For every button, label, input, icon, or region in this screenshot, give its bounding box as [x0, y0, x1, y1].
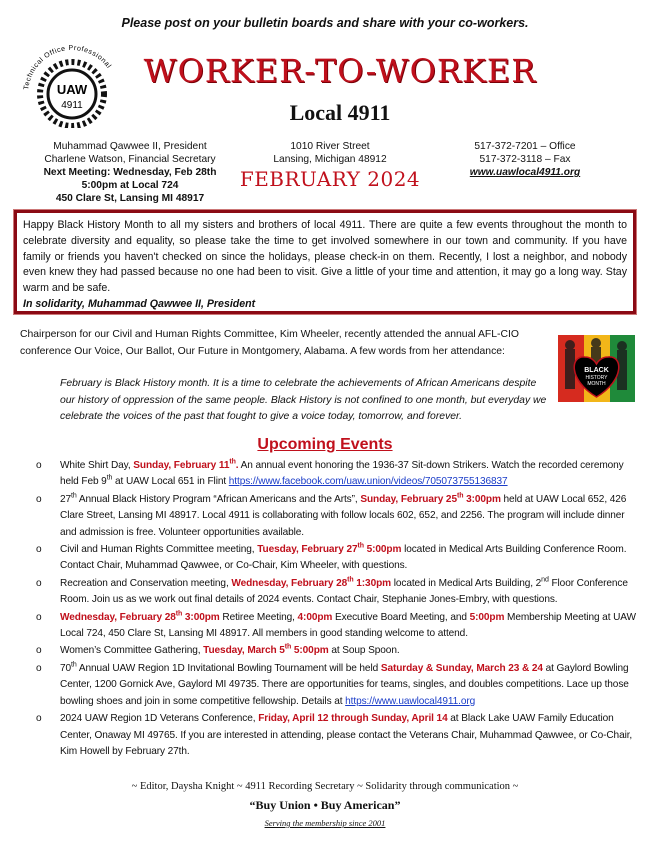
event-text: Membership Meeting at UAW Local 724, 450 Clare St, Lansing MI 48917. All members in good standing welcome to attend. — [60, 611, 636, 640]
black-history-month-image — [558, 335, 635, 402]
event-text: 70 — [60, 662, 72, 674]
event-date: 5:00pm — [469, 611, 505, 623]
event-text: 27 — [60, 493, 72, 505]
event-text: located in Medical Arts Building, 2 — [391, 577, 542, 589]
officers-block — [20, 140, 240, 205]
next-meeting: Next Meeting: Wednesday, Feb 28th — [43, 167, 217, 178]
event-date: th — [229, 458, 236, 466]
intro-paragraph: Chairperson for our Civil and Human Rights Committee, Kim Wheeler, recently attended the annual AFL-CIO conference Our Voice, Our Ballot, Our Future in Montgomery, Alabama. A few words from her attendance: — [20, 329, 519, 357]
serving-since: Serving the membership since 2001 — [264, 818, 386, 828]
logo-uaw: UAW — [56, 82, 88, 97]
event-text: th — [71, 661, 77, 669]
bullet-icon: o — [36, 713, 42, 725]
event-date: Wednesday, February 28 — [60, 611, 176, 623]
bullet-icon: o — [36, 460, 42, 471]
event-text: Women’s Committee Gathering, — [60, 645, 204, 657]
event-date: th — [456, 492, 464, 500]
event-date: th — [357, 542, 364, 550]
message-body: Happy Black History Month to all my sisters and brothers of local 4911. There are quite a few events throughout the month to celebrate diversity and equality, so please take the time to get involved somewhere in our town and community. If you have family or friends you haven't checked on since the holidays, please check-in on them. Recently, I lost a neighbor, and nobody even knew they had passed because no one had been to visit. Give a little of your time and attention, it may go a long way. Stay warm and be safe. — [23, 219, 627, 295]
office-phone: 517-372-7201 – Office — [474, 141, 576, 152]
event-text: at UAW Local 651 in Flint — [112, 476, 229, 488]
president-message — [14, 210, 636, 314]
bullet-icon: o — [36, 544, 42, 556]
event-item — [36, 542, 636, 575]
address-block — [250, 140, 410, 166]
president: Muhammad Qawwee II, President — [53, 141, 207, 152]
event-date: 5:00pm — [363, 544, 402, 556]
editor-line: ~ Editor, Daysha Knight ~ 4911 Recording Secretary ~ Solidarity through communication ~ — [131, 781, 519, 792]
bullet-icon: o — [36, 611, 42, 623]
event-text: 2024 UAW Region 1D Veterans Conference, — [60, 713, 259, 725]
event-date: 3:00pm — [463, 493, 501, 505]
event-date: 3:00pm — [182, 611, 220, 623]
event-date: Saturday & Sunday, March 23 & 24 — [380, 662, 543, 674]
meeting-time: 5:00pm at Local 724 — [81, 180, 179, 191]
event-text: nd — [541, 576, 549, 584]
event-text: th — [71, 492, 77, 500]
event-text: Civil and Human Rights Committee meeting, — [60, 544, 258, 556]
message-signature: In solidarity, Muhammad Qawwee II, President — [23, 297, 256, 310]
event-item — [36, 711, 636, 760]
event-text: Floor Conference Room. Join us as we work out final details of 2024 events. Contact Chair, Stephanie Jones-Embry, with questions. — [60, 577, 628, 606]
tagline: Please post on your bulletin boards and share with your co-workers. — [121, 16, 529, 30]
event-item — [36, 610, 636, 643]
website-link[interactable]: www.uawlocal4911.org — [469, 167, 581, 178]
svg-text:MONTH: MONTH — [587, 381, 606, 387]
event-date: 5:00pm — [291, 645, 329, 657]
meeting-address: 450 Clare St, Lansing MI 48917 — [55, 193, 205, 204]
city: Lansing, Michigan 48912 — [273, 154, 387, 165]
event-date: Sunday, February 11 — [133, 460, 230, 471]
event-link[interactable]: https://www.facebook.com/uaw.union/videos/705073755136837 — [228, 476, 508, 488]
event-link[interactable]: https://www.uawlocal4911.org — [345, 695, 476, 707]
event-item — [36, 458, 636, 491]
event-date: Sunday, February 25 — [360, 493, 457, 505]
event-item — [36, 492, 636, 541]
event-date: 4:00pm — [297, 611, 333, 623]
bullet-icon: o — [36, 662, 42, 674]
bullet-icon: o — [36, 577, 42, 589]
event-item — [36, 661, 636, 710]
event-text: th — [106, 475, 113, 483]
bullet-icon: o — [36, 645, 42, 657]
svg-text:BLACK: BLACK — [584, 367, 609, 374]
bullet-icon: o — [36, 493, 42, 505]
svg-text:HISTORY: HISTORY — [585, 375, 608, 381]
event-date: th — [284, 644, 292, 652]
event-text: located in Medical Arts Building Conference Room. Contact Chair, Muhammad Qawwee, or Co-Chair, Kim Wheeler, with questions. — [60, 544, 627, 572]
event-text: Annual Black History Program “African Americans and the Arts”, — [76, 493, 361, 505]
events-list — [36, 458, 636, 761]
street: 1010 River Street — [290, 141, 370, 152]
event-text: Recreation and Conservation meeting, — [60, 577, 232, 589]
event-text: An annual event honoring the 1936-37 Sit-down Strikers. Watch the recorded ceremony held Feb 9 — [60, 460, 624, 488]
event-item — [36, 643, 636, 659]
event-date: th — [347, 576, 354, 584]
event-date: Friday, April 12 through Sunday, April 14 — [258, 713, 448, 725]
newsletter-title: WORKER-TO-WORKER — [143, 52, 537, 90]
event-text: at Soup Spoon. — [328, 645, 400, 657]
financial-secretary: Charlene Watson, Financial Secretary — [44, 154, 216, 165]
event-text: held at UAW Local 652, 426 Clare Street, Lansing MI 48917. Local 4911 is collaborating with follow locals 602, 652, and 2256. The program will include dinner and admission is free. Volunteer opportunities available. — [60, 493, 627, 538]
quote-paragraph: February is Black History month. It is a time to celebrate the achievements of African Americans despite our history of oppression of the same people. Black History is not confined to one month, but everyday we celebrate the voices of the past that fought to give a voice today, tomorrow, and forever. — [60, 378, 547, 422]
issue-month: FEBRUARY 2024 — [239, 167, 421, 191]
event-text: Annual UAW Region 1D Invitational Bowling Tournament will be held — [76, 662, 381, 674]
event-text: Retiree Meeting, — [219, 611, 298, 623]
event-text: at Gaylord Bowling Center, 1200 Gornick Ave, Gaylord MI 49735. There are opportunities for teams, singles, and doubles competitions. Lace up those bowling shoes and join in some competitive fellowship. Details at — [60, 662, 629, 707]
event-date: Wednesday, February 28 — [231, 577, 348, 589]
uaw-logo — [18, 36, 126, 128]
event-date: Tuesday, February 27 — [257, 544, 358, 556]
logo-number: 4911 — [61, 100, 83, 111]
event-text: Executive Board Meeting, and — [332, 611, 470, 623]
fax: 517-372-3118 – Fax — [479, 154, 571, 165]
event-item — [36, 576, 636, 609]
event-date: th — [175, 610, 183, 618]
event-text: White Shirt Day, — [60, 460, 134, 471]
local-name: Local 4911 — [289, 100, 391, 125]
slogan: “Buy Union • Buy American” — [249, 798, 401, 812]
logo-ring-text: Technical Office Professional — [23, 44, 113, 91]
event-text: at Black Lake UAW Family Education Center, Onaway MI 49765. If you are interested in attending, please contact the Veterans Chair, Muhammad Qawwee, or Co-Chair, Kim Howell by February 27th. — [60, 713, 633, 757]
event-date: 1:30pm — [353, 577, 392, 589]
upcoming-events-heading: Upcoming Events — [257, 436, 393, 453]
event-date: . — [235, 460, 239, 471]
contact-block — [440, 140, 610, 179]
event-date: Tuesday, March 5 — [203, 645, 285, 657]
